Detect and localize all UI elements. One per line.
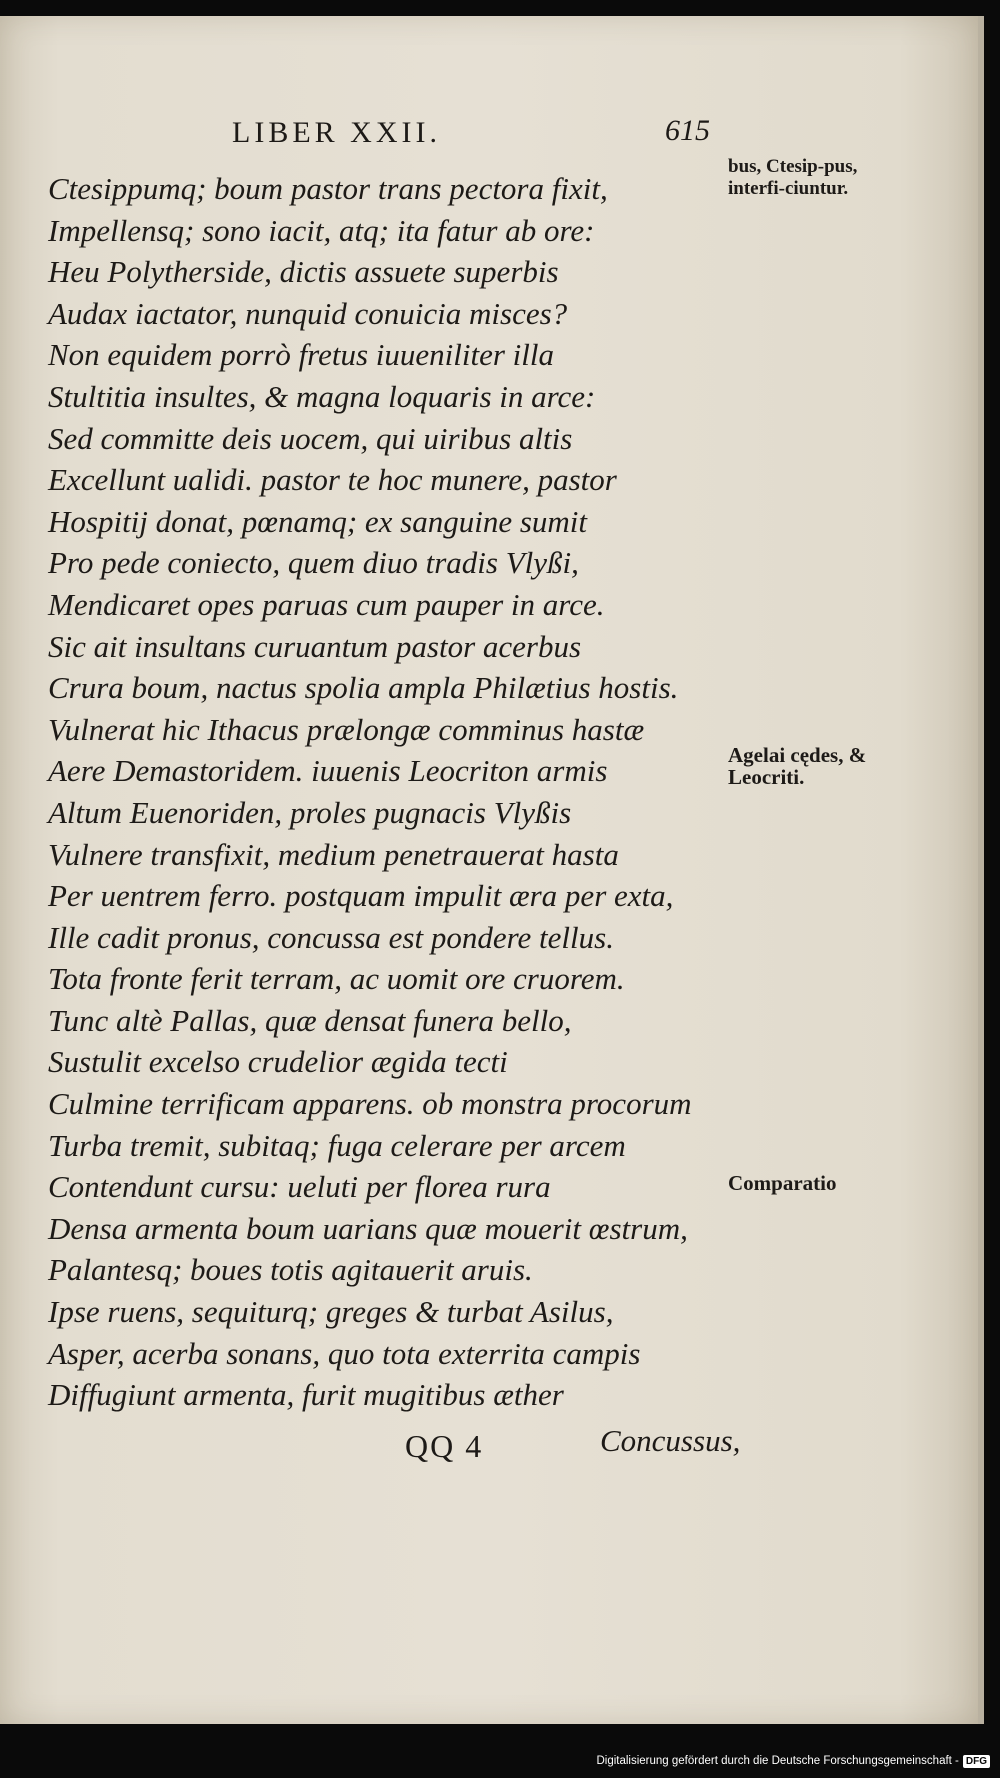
verse-line: Turba tremit, subitaq; fuga celerare per arcem xyxy=(48,1127,626,1163)
verse-line: Ille cadit pronus, concussa est pondere tellus. xyxy=(48,919,614,955)
verse-line: Sed committe deis uocem, qui uiribus altis xyxy=(48,420,573,456)
verse-line: Ipse ruens, sequiturq; greges & turbat Asilus, xyxy=(48,1294,614,1330)
verse-line: Asper, acerba sonans, quo tota exterrita campis xyxy=(48,1335,641,1371)
page-number: 615 xyxy=(665,114,710,147)
marginal-note-ctesippus: bus, Ctesip-pus, interfi-ciuntur. xyxy=(728,156,858,199)
verse-line: Crura boum, nactus spolia ampla Philætius hostis. xyxy=(48,670,679,706)
verse-line: Sic ait insultans curuantum pastor acerbus xyxy=(48,628,582,664)
verse-line: Ctesippumq; boum pastor trans pectora fixit, xyxy=(48,171,608,206)
verse-line: Contendunt cursu: ueluti per florea rura xyxy=(48,1169,551,1205)
verse-line: Heu Polytherside, dictis assuete superbis xyxy=(48,254,559,290)
verse-line: Excellunt ualidi. pastor te hoc munere, pastor xyxy=(48,462,617,498)
verse-line: Stultitia insultes, & magna loquaris in arce: xyxy=(48,378,596,414)
signature-mark: QQ 4 xyxy=(405,1428,484,1464)
verse-line: Audax iactator, nunquid conuicia misces? xyxy=(48,295,568,331)
running-title: LIBER XXII. xyxy=(232,116,441,149)
marginal-note-agelaus: Agelai cędes, & Leocriti. xyxy=(728,743,867,789)
verse-line: Pro pede coniecto, quem diuo tradis Vlyßi, xyxy=(48,545,579,581)
digitization-notice xyxy=(596,1751,990,1771)
verse-line: Mendicaret opes paruas cum pauper in arce. xyxy=(48,586,605,622)
verse-line: Per uentrem ferro. postquam impulit æra per exta, xyxy=(48,878,674,914)
verse-line: Sustulit excelso crudelior ægida tecti xyxy=(48,1044,508,1080)
catchword: Concussus, xyxy=(600,1423,741,1458)
verse-line: Densa armenta boum uarians quæ mouerit œstrum, xyxy=(48,1210,688,1246)
verse-line: Culmine terrificam apparens. ob monstra procorum xyxy=(48,1086,692,1122)
verse-line: Vulnere transfixit, medium penetrauerat hasta xyxy=(48,836,619,872)
verse-line: Tunc altè Pallas, quæ densat funera bello, xyxy=(48,1002,572,1038)
verse-line: Hospitij donat, pœnamq; ex sanguine sumit xyxy=(48,503,588,539)
verse-line: Vulnerat hic Ithacus prælongæ comminus hastæ xyxy=(48,711,645,747)
verse-text xyxy=(48,168,748,1416)
book-page xyxy=(0,16,984,1724)
verse-line: Diffugiunt armenta, furit mugitibus æther xyxy=(48,1377,564,1413)
verse-line: Tota fronte ferit terram, ac uomit ore cruorem. xyxy=(48,961,625,997)
dfg-logo: DFG xyxy=(963,1755,990,1768)
funding-notice-text: Digitalisierung gefördert durch die Deutsche Forschungsgemeinschaft - xyxy=(596,1755,959,1767)
verse-line: Altum Euenoriden, proles pugnacis Vlyßis xyxy=(48,794,572,830)
verse-line: Impellensq; sono iacit, atq; ita fatur ab ore: xyxy=(48,212,595,248)
verse-line: Non equidem porrò fretus iuueniliter illa xyxy=(48,337,555,373)
verse-line: Aere Demastoridem. iuuenis Leocriton armis xyxy=(48,753,608,789)
verse-line: Palantesq; boues totis agitauerit aruis. xyxy=(48,1252,533,1288)
marginal-note-comparatio: Comparatio xyxy=(728,1171,837,1195)
